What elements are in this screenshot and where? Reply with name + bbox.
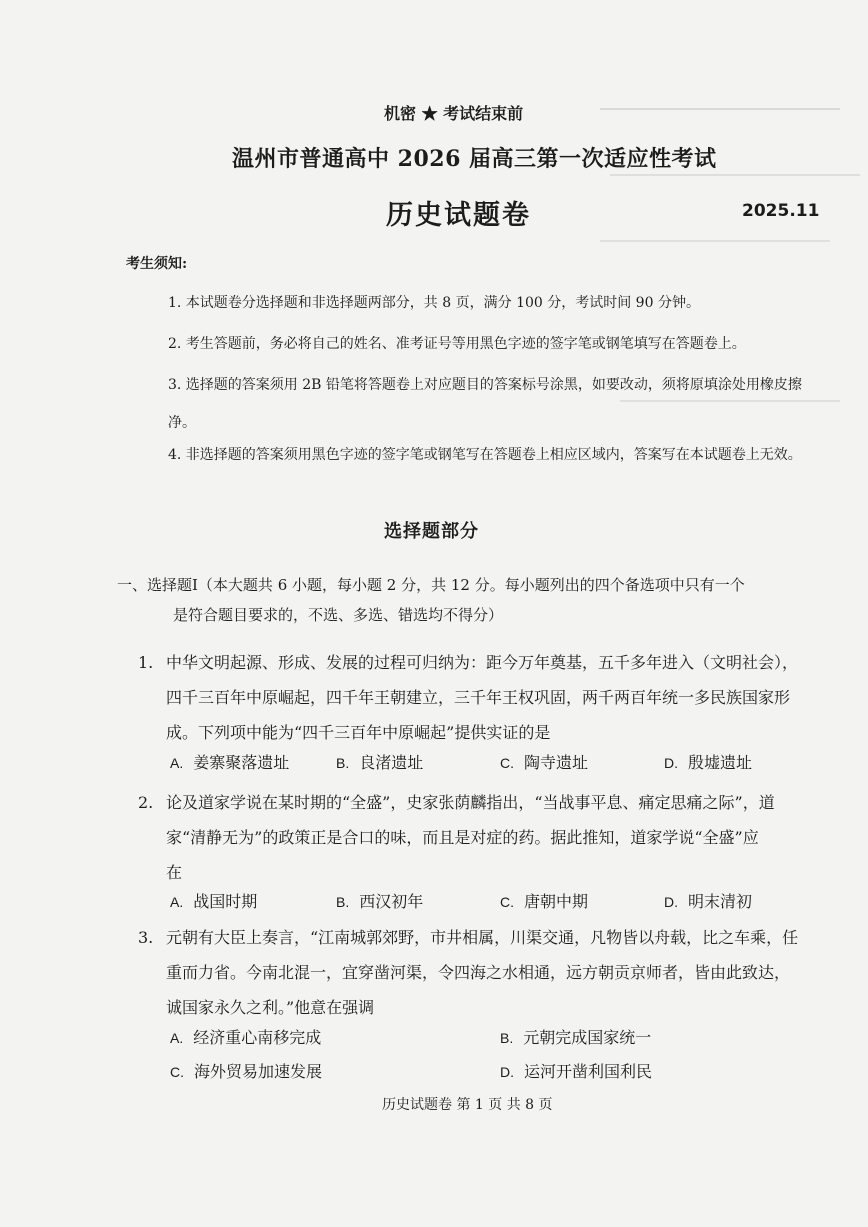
question-line: 中华文明起源、形成、发展的过程可归纳为：距今万年奠基，五千多年进入（文明社会）， (166, 653, 799, 672)
question-3-options-row-2 (0, 1059, 868, 1089)
notice-heading: 考生须知: (126, 256, 188, 272)
option-b[interactable]: B. 良渚遗址 (336, 753, 424, 772)
question-line: 论及道家学说在某时期的“全盛”，史家张荫麟指出，“当战事平息、痛定思痛之际”，道 (166, 793, 775, 812)
notice-item-1 (126, 284, 826, 322)
part-line-1: 一、选择题Ⅰ（本大题共 6 小题，每小题 2 分，共 12 分。每小题列出的四个备选项中只有一个 (117, 576, 745, 594)
question-2 (138, 785, 838, 890)
question-3-options-row-1 (0, 1025, 868, 1055)
page-footer: 历史试题卷 第 1 页 共 8 页 (382, 1097, 553, 1113)
option-c[interactable]: C. 陶寺遗址 (500, 753, 589, 772)
notice-item-text: 2. 考生答题前，务必将自己的姓名、准考证号等用黑色字迹的签字笔或钢笔填写在答题卷上。 (168, 336, 746, 352)
notice-item-text: 1. 本试题卷分选择题和非选择题两部分，共 8 页，满分 100 分，考试时间 90 分钟。 (168, 295, 700, 311)
exam-date: 2025.11 (742, 201, 820, 221)
option-a[interactable]: A. 经济重心南移完成 (170, 1028, 322, 1047)
part-instructions (117, 570, 829, 630)
option-a[interactable]: A. 姜寨聚落遗址 (170, 753, 290, 772)
question-3 (138, 920, 838, 1025)
section-heading: 选择题部分 (384, 521, 479, 542)
question-number: 2. (138, 793, 154, 812)
notice-item-2 (126, 325, 826, 363)
question-line: 元朝有大臣上奏言，“江南城郭郊野，市井相属，川渠交通，凡物皆以舟载，比之车乘，任 (166, 928, 799, 947)
notice-item-4 (126, 436, 826, 474)
notice-item-text: 4. 非选择题的答案须用黑色字迹的签字笔或钢笔写在答题卷上相应区域内，答案写在本试题卷上无效。 (168, 447, 802, 463)
part-line-2: 是符合题目要求的，不选、多选、错选均不得分） (173, 606, 504, 624)
question-line: 家“清静无为”的政策正是合口的味，而且是对症的药。据此推知，道家学说“全盛”应 (166, 828, 759, 847)
question-line: 在 (166, 863, 183, 882)
question-line: 四千三百年中原崛起，四千年王朝建立，三千年王权巩固，两千两百年统一多民族国家形 (166, 688, 791, 707)
subject-title: 历史试题卷 (386, 200, 531, 231)
option-d[interactable]: D. 明末清初 (664, 892, 753, 911)
option-c[interactable]: C. 唐朝中期 (500, 892, 589, 911)
option-a[interactable]: A. 战国时期 (170, 892, 258, 911)
option-b[interactable]: B. 元朝完成国家统一 (500, 1028, 652, 1047)
notice-item-3 (126, 366, 826, 442)
option-d[interactable]: D. 殷墟遗址 (664, 753, 753, 772)
option-b[interactable]: B. 西汉初年 (336, 892, 424, 911)
question-2-options (0, 889, 868, 919)
confidential-mark: 机密 ★ 考试结束前 (384, 104, 524, 123)
question-number: 3. (138, 928, 154, 947)
question-number: 1. (138, 653, 154, 672)
option-c[interactable]: C. 海外贸易加速发展 (170, 1062, 323, 1081)
question-line: 重而力省。今南北混一，宜穿凿河渠，令四海之水相通，远方朝贡京师者，皆由此致达， (166, 963, 791, 982)
question-1 (138, 645, 838, 750)
question-line: 诚国家永久之利。”他意在强调 (166, 998, 375, 1017)
question-1-options (0, 750, 868, 780)
option-d[interactable]: D. 运河开凿利国利民 (500, 1062, 653, 1081)
notice-item-text: 3. 选择题的答案须用 2B 铅笔将答题卷上对应题目的答案标号涂黑，如要改动，须将原填涂处用橡皮擦净。 (168, 377, 802, 431)
question-line: 成。下列项中能为“四千三百年中原崛起”提供实证的是 (166, 723, 551, 742)
exam-title: 温州市普通高中 2026 届高三第一次适应性考试 (232, 146, 717, 172)
